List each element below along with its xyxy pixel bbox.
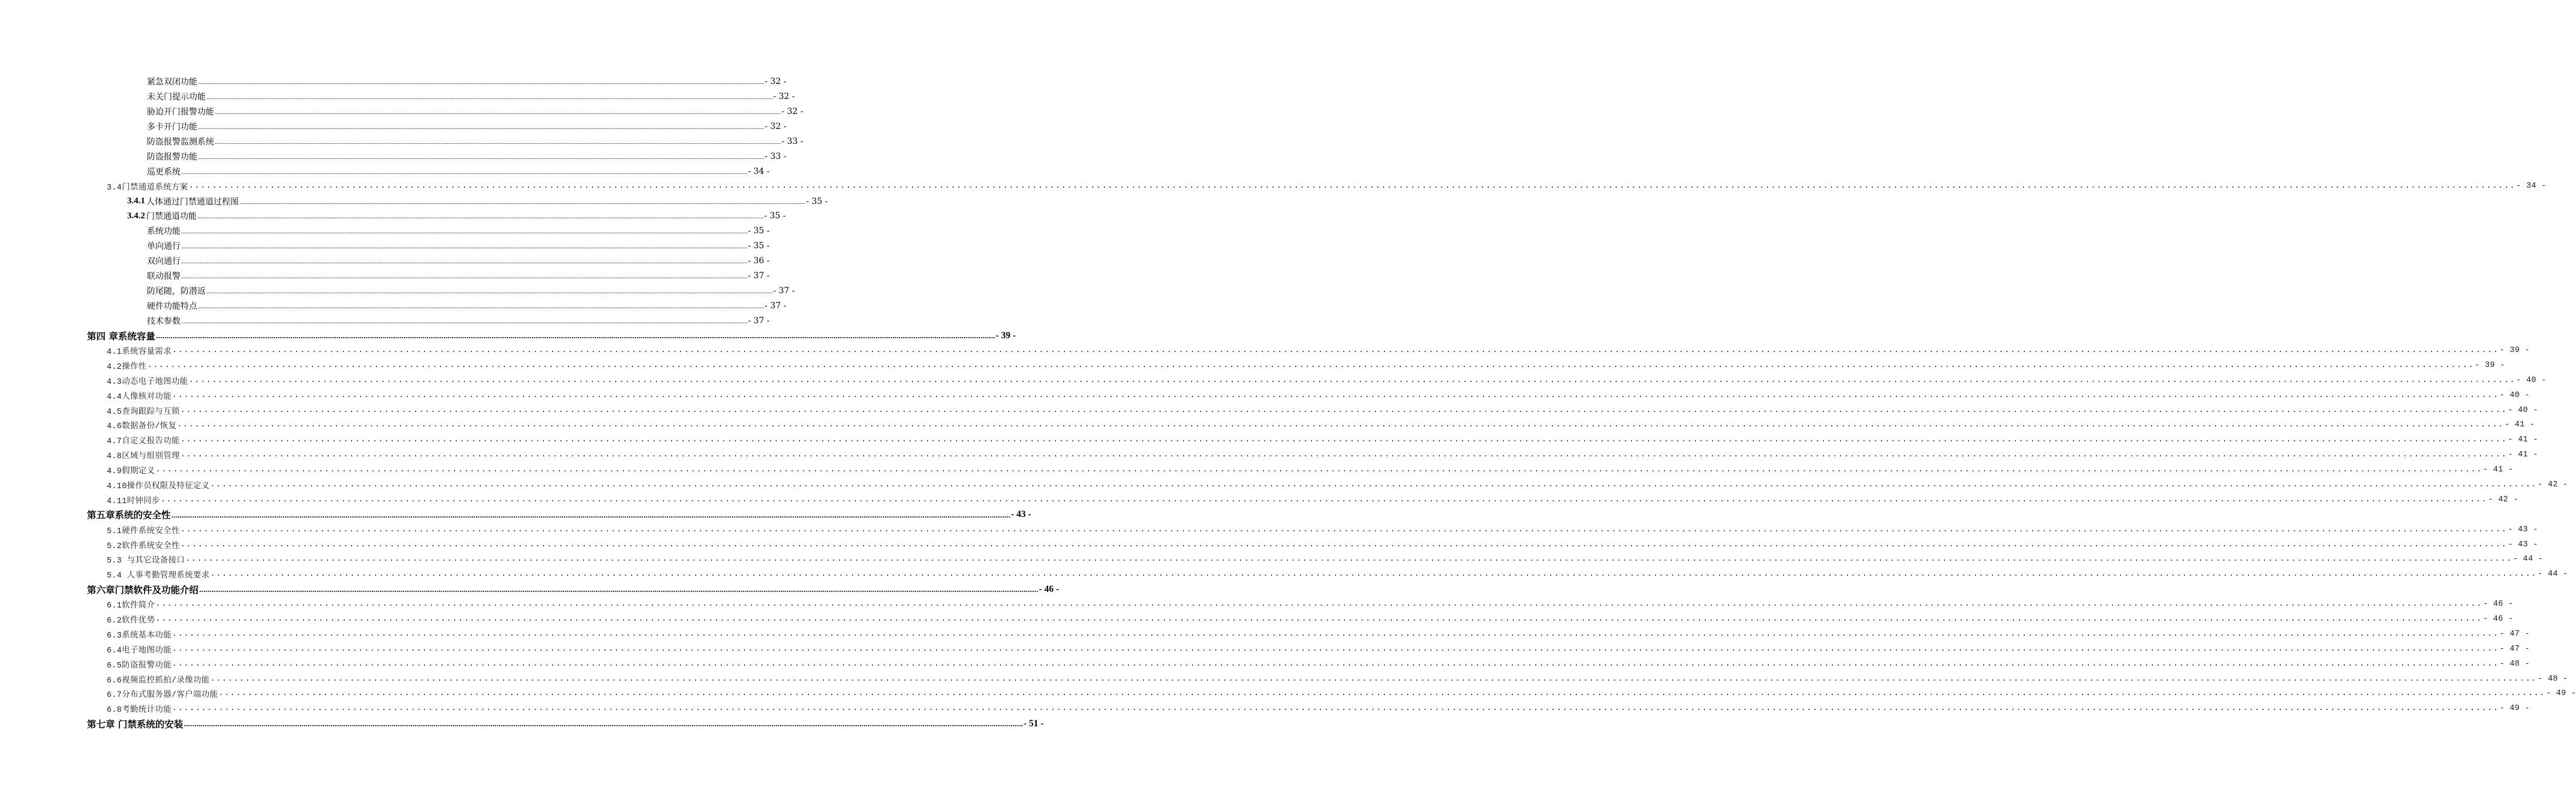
toc-subsection-entry[interactable] bbox=[0, 283, 795, 298]
toc-page-number: - 46 - bbox=[2482, 600, 2514, 609]
toc-entry-number: 3.4.1 bbox=[127, 196, 145, 206]
toc-entry-title: 4.4人像核对功能 bbox=[107, 392, 172, 402]
toc-page-number: - 39 - bbox=[995, 330, 1016, 341]
toc-dot-leader: ................................................................................................................................................................................................................................................................................................................................................................................................................ bbox=[239, 199, 806, 206]
toc-page-number: - 48 - bbox=[2499, 659, 2530, 669]
toc-entry-title: 6.1软件简介 bbox=[107, 602, 155, 611]
toc-subsection-entry[interactable] bbox=[0, 269, 770, 284]
toc-dot-leader: ................................................................................................................................................................................................................................................................................................................................................................................................................ bbox=[206, 95, 773, 101]
toc-dot-leader: ................................................................................................................................................................................................................................................................................................................................................................................................................ bbox=[172, 390, 2499, 400]
toc-page-number: - 41 - bbox=[2508, 450, 2538, 460]
toc-dot-leader: ................................................................................................................................................................................................................................................................................................................................................................................................................ bbox=[198, 154, 765, 161]
toc-entry-title: 4.7自定义报告功能 bbox=[107, 437, 180, 447]
toc-dot-leader: ................................................................................................................................................................................................................................................................................................................................................................................................................ bbox=[180, 435, 2508, 445]
toc-entry-title: 巡更系统 bbox=[147, 167, 180, 177]
toc-page-number: - 51 - bbox=[1023, 718, 1044, 729]
toc-section-entry[interactable] bbox=[0, 642, 2530, 657]
toc-entry-title: 4.3动态电子地图功能 bbox=[107, 377, 188, 387]
toc-entry-title: 胁迫开门报警功能 bbox=[147, 107, 214, 118]
toc-dot-leader: ................................................................................................................................................................................................................................................................................................................................................................................................................ bbox=[210, 570, 2538, 579]
toc-section-entry[interactable] bbox=[0, 432, 2538, 447]
toc-dot-leader: ................................................................................................................................................................................................................................................................................................................................................................................................................ bbox=[172, 345, 2499, 355]
toc-entry-title: 4.9假期定义 bbox=[107, 467, 155, 477]
toc-subsection-entry[interactable] bbox=[0, 134, 804, 149]
toc-entry-number: 3.4.2 bbox=[127, 210, 145, 221]
toc-page-number: - 48 - bbox=[2538, 674, 2568, 684]
toc-subsection-entry[interactable] bbox=[0, 149, 787, 164]
toc-subsection-entry[interactable] bbox=[0, 313, 770, 328]
toc-subsection-entry[interactable] bbox=[0, 164, 770, 179]
toc-section-entry[interactable] bbox=[0, 597, 2514, 612]
toc-subsection-entry[interactable] bbox=[0, 224, 770, 239]
toc-entry-title: 4.5查询跟踪与互锁 bbox=[107, 407, 180, 417]
toc-entry-title: 防盗报警功能 bbox=[147, 152, 197, 162]
toc-entry-title: 6.4电子地图功能 bbox=[107, 646, 172, 655]
toc-dot-leader: ................................................................................................................................................................................................................................................................................................................................................................................................................ bbox=[197, 214, 764, 221]
toc-entry-title: 联动报警 bbox=[147, 272, 180, 282]
toc-dot-leader: ................................................................................................................................................................................................................................................................................................................................................................................................................ bbox=[181, 229, 748, 236]
toc-section-entry[interactable] bbox=[0, 417, 2535, 432]
toc-entry-title: 门禁通道功能 bbox=[146, 212, 197, 222]
toc-section-entry[interactable] bbox=[0, 672, 2568, 687]
toc-entry-title: 技术参数 bbox=[147, 316, 180, 326]
toc-entry-title: 5.1硬件系统安全性 bbox=[107, 527, 180, 536]
toc-entry-title: 6.8考勤统计功能 bbox=[107, 706, 172, 715]
toc-entry-title: 第四 章系统容量 bbox=[87, 330, 155, 342]
toc-page-number: - 49 - bbox=[2545, 689, 2576, 699]
toc-dot-leader: ................................................................................................................................................................................................................................................................................................................................................................................................................ bbox=[181, 274, 748, 281]
toc-section-entry[interactable] bbox=[0, 403, 2538, 418]
toc-section-entry[interactable] bbox=[0, 657, 2530, 672]
toc-dot-leader: ................................................................................................................................................................................................................................................................................................................................................................................................................ bbox=[188, 182, 2516, 191]
toc-dot-leader: ................................................................................................................................................................................................................................................................................................................................................................................................................ bbox=[180, 405, 2508, 415]
toc-page-number: - 42 - bbox=[2488, 495, 2518, 504]
toc-page-number: - 35 - bbox=[748, 226, 770, 236]
toc-entry-title: 防尾随，防潜返 bbox=[147, 286, 206, 296]
toc-entry-title: 第五章系统的安全性 bbox=[87, 510, 171, 521]
toc-entry-title: 6.7分布式服务器/客户端功能 bbox=[107, 691, 218, 700]
toc-entry-title: 3.4门禁通道系统方案 bbox=[107, 184, 188, 193]
toc-dot-leader: ................................................................................................................................................................................................................................................................................................................................................................................................................ bbox=[181, 318, 748, 325]
toc-dot-leader: ................................................................................................................................................................................................................................................................................................................................................................................................................ bbox=[185, 555, 2512, 564]
toc-entry-title: 硬件功能特点 bbox=[147, 301, 197, 311]
toc-entry-title: 6.2软件优势 bbox=[107, 616, 155, 625]
toc-entry-title: 6.5防盗报警功能 bbox=[107, 661, 172, 670]
toc-section-entry[interactable] bbox=[0, 567, 2568, 582]
toc-page-number: - 37 - bbox=[765, 300, 787, 311]
toc-page-number: - 32 - bbox=[773, 92, 795, 102]
toc-entry-title: 人体通过门禁通道过程图 bbox=[146, 197, 239, 207]
toc-dot-leader: ................................................................................................................................................................................................................................................................................................................................................................................................................ bbox=[183, 721, 1023, 729]
toc-dot-leader: ................................................................................................................................................................................................................................................................................................................................................................................................................ bbox=[155, 333, 995, 341]
toc-dot-leader: ................................................................................................................................................................................................................................................................................................................................................................................................................ bbox=[160, 495, 2488, 504]
toc-subsection-entry[interactable] bbox=[0, 89, 795, 104]
toc-page-number: - 35 - bbox=[764, 211, 786, 221]
toc-page-number: - 32 - bbox=[765, 122, 787, 132]
toc-dot-leader: ................................................................................................................................................................................................................................................................................................................................................................................................................ bbox=[198, 80, 765, 86]
toc-section-entry[interactable] bbox=[0, 388, 2530, 403]
toc-page-number: - 37 - bbox=[748, 271, 770, 281]
toc-dot-leader: ................................................................................................................................................................................................................................................................................................................................................................................................................ bbox=[215, 110, 781, 116]
toc-entry-title: 4.6数据备份/恢复 bbox=[107, 422, 177, 432]
toc-subsection-entry[interactable] bbox=[0, 104, 804, 119]
toc-section-entry[interactable] bbox=[0, 477, 2568, 492]
toc-page-number: - 34 - bbox=[2516, 182, 2547, 191]
toc-dot-leader: ................................................................................................................................................................................................................................................................................................................................................................................................................ bbox=[181, 259, 748, 266]
toc-section-entry[interactable] bbox=[0, 687, 2576, 702]
toc-dot-leader: ................................................................................................................................................................................................................................................................................................................................................................................................................ bbox=[180, 525, 2508, 534]
toc-page-number: - 40 - bbox=[2516, 375, 2547, 385]
toc-entry-title: 4.8区域与组别管理 bbox=[107, 452, 180, 462]
toc-page-number: - 43 - bbox=[2508, 540, 2538, 549]
toc-entry-title: 5.3 与其它设备接口 bbox=[107, 557, 185, 566]
toc-page-number: - 41 - bbox=[2482, 465, 2514, 475]
toc-page-number: - 32 - bbox=[781, 107, 804, 117]
toc-entry-title: 第六章门禁软件及功能介绍 bbox=[87, 584, 199, 596]
toc-page-number: - 32 - bbox=[765, 77, 787, 87]
toc-section-entry[interactable] bbox=[0, 358, 2505, 373]
toc-chapter-entry[interactable] bbox=[0, 328, 1016, 343]
toc-page-number: - 44 - bbox=[2538, 570, 2568, 579]
toc-page-number: - 47 - bbox=[2499, 644, 2530, 654]
toc-dot-leader: ................................................................................................................................................................................................................................................................................................................................................................................................................ bbox=[218, 689, 2545, 699]
toc-page-number: - 33 - bbox=[781, 137, 804, 146]
toc-page-number: - 37 - bbox=[748, 315, 770, 326]
toc-entry-title: 紧急双闭功能 bbox=[147, 77, 197, 88]
toc-page-number: - 37 - bbox=[773, 285, 795, 296]
toc-page-number: - 39 - bbox=[2475, 360, 2505, 370]
toc-dot-leader: ................................................................................................................................................................................................................................................................................................................................................................................................................ bbox=[188, 375, 2516, 385]
toc-dot-leader: ................................................................................................................................................................................................................................................................................................................................................................................................................ bbox=[210, 480, 2538, 489]
toc-section-entry[interactable] bbox=[0, 373, 2547, 388]
toc-section-entry[interactable] bbox=[0, 627, 2530, 642]
toc-subsection-entry[interactable] bbox=[0, 298, 787, 313]
toc-page-number: - 40 - bbox=[2499, 390, 2530, 400]
toc-dot-leader: ................................................................................................................................................................................................................................................................................................................................................................................................................ bbox=[210, 674, 2538, 684]
toc-dot-leader: ................................................................................................................................................................................................................................................................................................................................................................................................................ bbox=[180, 540, 2508, 549]
table-of-contents bbox=[0, 74, 2576, 731]
toc-page-number: - 42 - bbox=[2538, 480, 2568, 489]
toc-dot-leader: ................................................................................................................................................................................................................................................................................................................................................................................................................ bbox=[199, 587, 1039, 594]
toc-dot-leader: ................................................................................................................................................................................................................................................................................................................................................................................................................ bbox=[198, 125, 765, 131]
toc-dot-leader: ................................................................................................................................................................................................................................................................................................................................................................................................................ bbox=[198, 303, 765, 310]
toc-page-number: - 44 - bbox=[2512, 555, 2544, 564]
toc-page-number: - 43 - bbox=[2508, 525, 2538, 534]
toc-page-number: - 39 - bbox=[2499, 345, 2530, 355]
toc-dot-leader: ................................................................................................................................................................................................................................................................................................................................................................................................................ bbox=[171, 512, 1011, 519]
toc-chapter-entry[interactable] bbox=[0, 716, 1044, 731]
toc-page-number: - 49 - bbox=[2499, 704, 2530, 714]
toc-entry-title: 防盗报警监测系统 bbox=[147, 137, 214, 147]
toc-dot-leader: ................................................................................................................................................................................................................................................................................................................................................................................................................ bbox=[155, 465, 2482, 475]
toc-page-number: - 43 - bbox=[1011, 509, 1031, 520]
toc-section-entry[interactable] bbox=[0, 522, 2538, 537]
toc-entry-title: 4.2操作性 bbox=[107, 362, 147, 372]
toc-section-entry[interactable] bbox=[0, 462, 2514, 477]
toc-entry-title: 双向通行 bbox=[147, 257, 180, 267]
toc-subsection-entry[interactable] bbox=[0, 74, 787, 89]
toc-entry-title: 6.3系统基本功能 bbox=[107, 631, 172, 640]
toc-page-number: - 46 - bbox=[1039, 584, 1060, 594]
toc-section-entry[interactable] bbox=[0, 537, 2538, 552]
toc-subsection-entry[interactable] bbox=[0, 119, 787, 134]
toc-section-entry[interactable] bbox=[0, 447, 2538, 462]
toc-page-number: - 41 - bbox=[2504, 420, 2535, 430]
toc-entry-title: 4.11时钟同步 bbox=[107, 497, 160, 506]
toc-dot-leader: ................................................................................................................................................................................................................................................................................................................................................................................................................ bbox=[181, 169, 748, 176]
toc-page-number: - 35 - bbox=[806, 196, 828, 206]
toc-dot-leader: ................................................................................................................................................................................................................................................................................................................................................................................................................ bbox=[215, 140, 781, 146]
toc-subsection-entry[interactable] bbox=[0, 254, 770, 269]
toc-section-entry[interactable] bbox=[0, 209, 786, 224]
toc-entry-title: 多卡开门功能 bbox=[147, 122, 197, 133]
toc-page-number: - 35 - bbox=[748, 241, 770, 251]
toc-entry-title: 系统功能 bbox=[147, 227, 180, 237]
toc-page-number: - 46 - bbox=[2482, 615, 2514, 624]
toc-section-entry[interactable] bbox=[0, 701, 2530, 716]
toc-dot-leader: ................................................................................................................................................................................................................................................................................................................................................................................................................ bbox=[172, 704, 2499, 714]
toc-entry-title: 第七章 门禁系统的安装 bbox=[87, 718, 183, 730]
toc-dot-leader: ................................................................................................................................................................................................................................................................................................................................................................................................................ bbox=[147, 360, 2475, 370]
toc-entry-title: 5.4 人事考勤管理系统要求 bbox=[107, 572, 210, 581]
toc-dot-leader: ................................................................................................................................................................................................................................................................................................................................................................................................................ bbox=[172, 644, 2499, 654]
toc-entry-title: 单向通行 bbox=[147, 242, 180, 252]
toc-dot-leader: ................................................................................................................................................................................................................................................................................................................................................................................................................ bbox=[180, 450, 2508, 460]
toc-section-entry[interactable] bbox=[0, 612, 2514, 627]
toc-dot-leader: ................................................................................................................................................................................................................................................................................................................................................................................................................ bbox=[155, 600, 2482, 609]
toc-chapter-entry[interactable] bbox=[0, 507, 1031, 522]
toc-subsection-entry[interactable] bbox=[0, 239, 770, 254]
toc-dot-leader: ................................................................................................................................................................................................................................................................................................................................................................................................................ bbox=[206, 288, 773, 295]
toc-section-entry[interactable] bbox=[0, 492, 2518, 507]
toc-dot-leader: ................................................................................................................................................................................................................................................................................................................................................................................................................ bbox=[155, 615, 2482, 624]
toc-dot-leader: ................................................................................................................................................................................................................................................................................................................................................................................................................ bbox=[172, 659, 2499, 669]
toc-page-number: - 36 - bbox=[748, 256, 770, 266]
toc-page-number: - 33 - bbox=[765, 151, 787, 161]
toc-entry-title: 5.2软件系统安全性 bbox=[107, 542, 180, 551]
toc-section-entry[interactable] bbox=[0, 194, 828, 209]
toc-entry-title: 4.1系统容量需求 bbox=[107, 347, 172, 357]
toc-page-number: - 41 - bbox=[2508, 435, 2538, 445]
toc-entry-title: 4.10操作员权限及特征定义 bbox=[107, 482, 210, 491]
toc-page-number: - 34 - bbox=[748, 166, 770, 176]
toc-dot-leader: ................................................................................................................................................................................................................................................................................................................................................................................................................ bbox=[172, 629, 2499, 639]
toc-dot-leader: ................................................................................................................................................................................................................................................................................................................................................................................................................ bbox=[181, 244, 748, 251]
toc-page-number: - 47 - bbox=[2499, 629, 2530, 639]
toc-section-entry[interactable] bbox=[0, 552, 2544, 567]
toc-entry-title: 6.6视频监控抓拍/录像功能 bbox=[107, 676, 210, 685]
toc-section-entry[interactable] bbox=[0, 343, 2530, 358]
toc-section-entry[interactable] bbox=[0, 179, 2547, 194]
toc-dot-leader: ................................................................................................................................................................................................................................................................................................................................................................................................................ bbox=[177, 420, 2504, 430]
toc-page-number: - 40 - bbox=[2508, 405, 2538, 415]
toc-entry-title: 未关门提示功能 bbox=[147, 92, 206, 103]
toc-chapter-entry[interactable] bbox=[0, 582, 1060, 597]
